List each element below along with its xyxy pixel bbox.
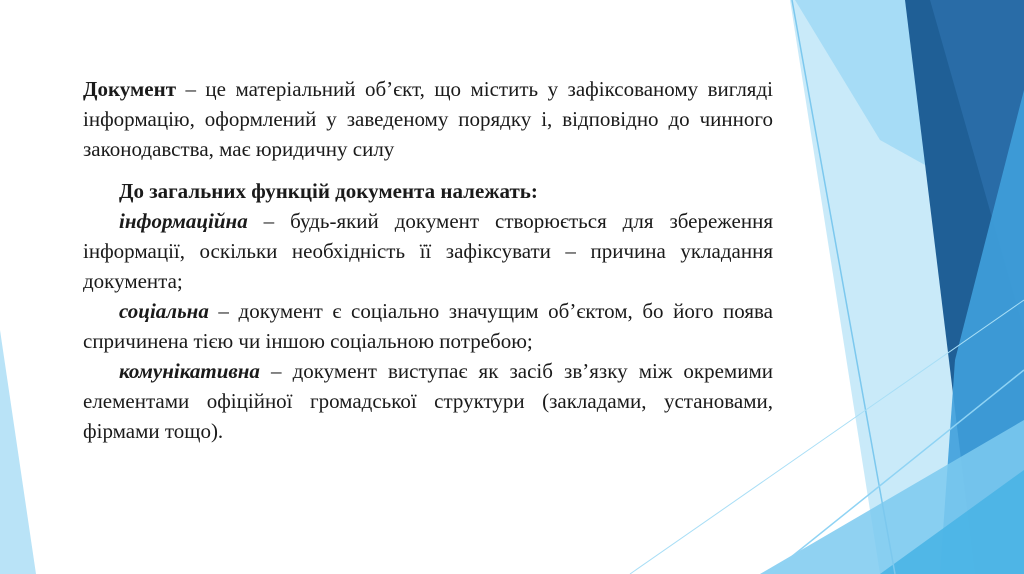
function-item bbox=[83, 206, 773, 296]
definition-paragraph bbox=[83, 74, 773, 164]
function-term: комунікативна bbox=[119, 359, 260, 383]
left-edge-accent bbox=[0, 330, 36, 574]
functions-heading-text: До загальних функцій документа належать: bbox=[119, 179, 538, 203]
function-text: – будь-який документ створюється для збереження інформації, оскільки необхідність її зафіксувати – причина укладання документа; bbox=[83, 209, 773, 293]
functions-heading bbox=[83, 176, 773, 206]
function-term: інформаційна bbox=[119, 209, 248, 233]
function-text: – документ є соціально значущим об’єктом, бо його поява спричинена тією чи іншою соціальною потребою; bbox=[83, 299, 773, 353]
function-term: соціальна bbox=[119, 299, 209, 323]
definition-term: Документ bbox=[83, 77, 177, 101]
function-item bbox=[83, 356, 773, 446]
function-text: – документ виступає як засіб зв’язку між окремими елементами офіційної громадської структури (закладами, установами, фірмами тощо). bbox=[83, 359, 773, 443]
function-item bbox=[83, 296, 773, 356]
definition-text: – це матеріальний об’єкт, що містить у зафіксованому вигляді інформацію, оформлений у заведеному порядку і, відповідно до чинного законодавства, має юридичну силу bbox=[83, 77, 773, 161]
slide-text bbox=[83, 74, 773, 446]
